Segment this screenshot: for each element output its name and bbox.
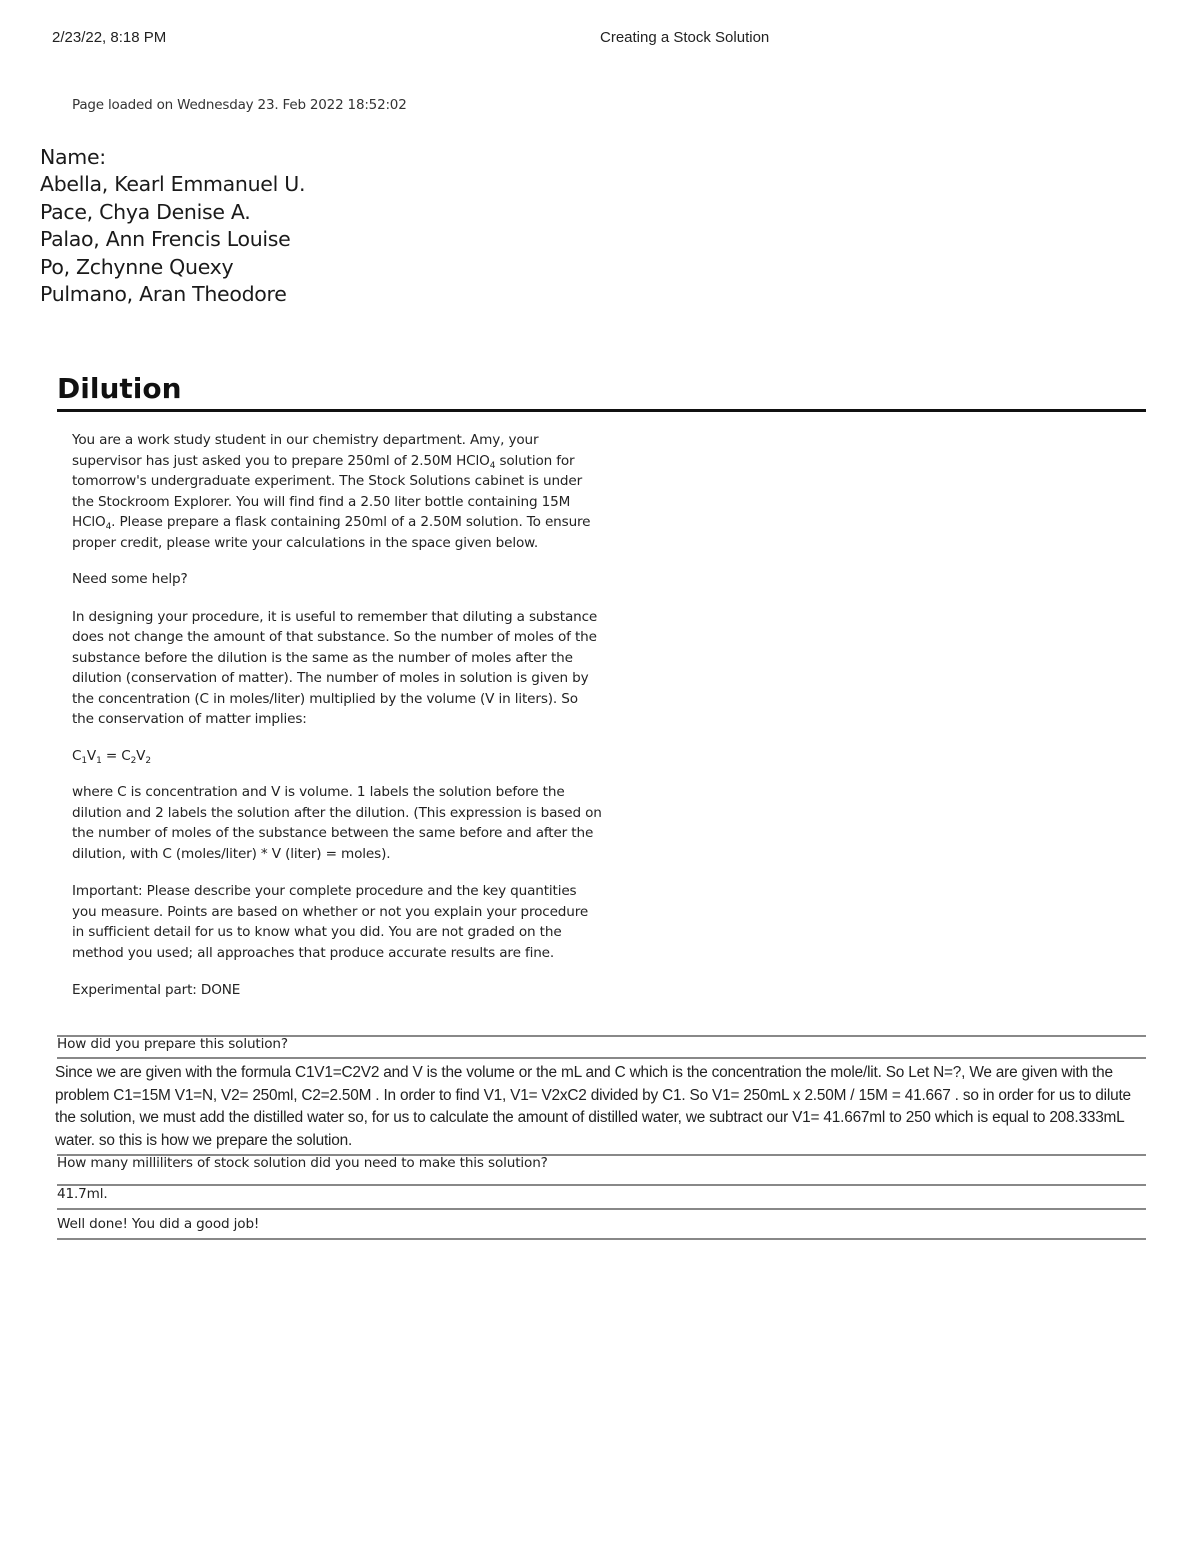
subscript: 4 (105, 522, 112, 532)
name-item: Abella, Kearl Emmanuel U. (40, 172, 306, 197)
intro-text: solution for tomorrow's undergraduate experiment. The Stock Solutions cabinet is under the Stockroom Explorer. You will find find a 2.50 liter bottle containing 15M HClO (72, 452, 583, 530)
intro-paragraph (72, 430, 602, 553)
question-2-label: How many milliliters of stock solution did you need to make this solution? (57, 1155, 548, 1171)
subscript: 4 (489, 460, 496, 471)
experimental-status: Experimental part: DONE (72, 982, 241, 998)
answer-1-text[interactable]: Since we are given with the formula C1V1=C2V2 and V is the volume or the mL and C which is the concentration the mole/lit. So Let N=?, We are given with the problem C1=15M V1=N, V2= 250ml, C2=2.50M . In order to find V1, V1= V2xC2 divided by C1. So V1= 250mL x 2.50M / 15M = 41.667 . so in order for us to dilute the solution, we must add the distilled water so, for us to calculate the amount of distilled water, we subtract our V1= 41.667ml to 250 which is equal to 208.333mL water. so this is how we prepare the solution. (55, 1064, 1131, 1149)
names-label: Name: (40, 145, 106, 169)
name-item: Pulmano, Aran Theodore (40, 282, 287, 307)
print-header (0, 29, 1200, 49)
intro-text: . Please prepare a flask containing 250ml of a 2.50M solution. To ensure proper credit, please write your calculations in the space given below. (72, 514, 591, 551)
section-title: Dilution (57, 371, 1146, 412)
name-item: Pace, Chya Denise A. (40, 199, 251, 224)
where-paragraph: where C is concentration and V is volume. 1 labels the solution before the dilution and 2 labels the solution after the dilution. (This expression is based on the number of moles of the substance between the same before and after the dilution, with C (moles/liter) * V (liter) = moles). (72, 784, 602, 862)
names-block (40, 144, 305, 308)
name-item: Palao, Ann Frencis Louise (40, 227, 291, 252)
feedback-text: Well done! You did a good job! (57, 1216, 260, 1232)
help-link[interactable]: Need some help? (72, 571, 188, 587)
divider (57, 1184, 1146, 1186)
answer-2-text[interactable]: 41.7ml. (57, 1186, 108, 1202)
name-item: Po, Zchynne Quexy (40, 254, 234, 279)
divider (57, 1208, 1146, 1210)
divider (57, 1057, 1146, 1059)
formula: $C_1V_1 = C_2V_2$ (72, 747, 151, 766)
procedure-paragraph: In designing your procedure, it is useful to remember that diluting a substance does not change the amount of that substance. So the number of moles of the substance before the dilution is the same as the number of moles after the dilution (conservation of matter). The number of moles in solution is given by the concentration (C in moles/liter) multiplied by the volume (V in liters). So the conservation of matter implies: (72, 608, 598, 727)
important-paragraph: Important: Please describe your complete procedure and the key quantities you measure. Points are based on whether or not you explain your procedure in sufficient detail for us to know what you did. You are not graded on the method you used; all approaches that produce accurate results are fine. (72, 883, 589, 961)
divider (57, 1238, 1146, 1240)
print-datetime: 2/23/22, 8:18 PM (52, 29, 167, 46)
intro-text: You are a work study student in our chemistry department. Amy, your supervisor has just asked you to prepare 250ml of 2.50M HClO (72, 432, 539, 469)
page-loaded-timestamp: Page loaded on Wednesday 23. Feb 2022 18:52:02 (72, 97, 407, 113)
print-page-title: Creating a Stock Solution (600, 29, 770, 46)
instructions (72, 430, 602, 1017)
question-1-label: How did you prepare this solution? (57, 1036, 288, 1052)
